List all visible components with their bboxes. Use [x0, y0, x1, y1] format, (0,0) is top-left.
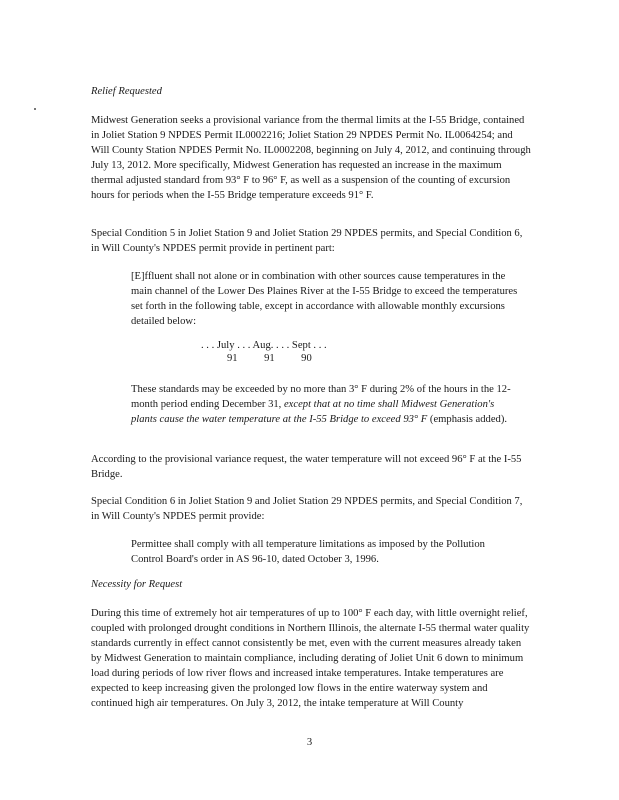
quote-permittee: Permittee shall comply with all temperature limitations as imposed by the Pollution Control Board's order in AS 96-10, dated October 3, 1996. [131, 539, 485, 565]
section-heading-relief: Relief Requested [91, 86, 162, 97]
quote-standards [131, 382, 519, 427]
table-header-months: . . . July . . . Aug. . . . Sept . . . [201, 340, 327, 351]
quote-standards-emphasis: except that at no time shall Midwest Generation's plants cause the water temperature at the I-55 Bridge to exceed 93° F [131, 399, 495, 425]
page-number: 3 [306, 737, 313, 748]
quote-standards-note: (emphasis added). [427, 414, 508, 425]
paragraph-special-condition-5: Special Condition 5 in Joliet Station 9 and Joliet Station 29 NPDES permits, and Special Condition 6, in Will County's NPDES permit provide in pertinent part: [91, 228, 523, 254]
quote-effluent: [E]ffluent shall not alone or in combination with other sources cause temperatures in the main channel of the Lower Des Plaines River at the I-55 Bridge to exceed the temperatures set forth in the following table, except in accordance with allowable monthly excursions detailed below: [131, 271, 518, 327]
scan-mark [34, 108, 36, 110]
paragraph-special-condition-6: Special Condition 6 in Joliet Station 9 and Joliet Station 29 NPDES permits, and Special Condition 7, in Will County's NPDES permit provide: [91, 496, 523, 522]
table-row-temperatures: 91 91 90 [227, 353, 312, 364]
section-heading-necessity: Necessity for Request [91, 579, 183, 590]
paragraph-provisional-variance: According to the provisional variance request, the water temperature will not exceed 96° F at the I-55 Bridge. [91, 454, 522, 480]
paragraph-necessity: During this time of extremely hot air temperatures of up to 100° F each day, with little overnight relief, coupled with prolonged drought conditions in Northern Illinois, the alternate I-55 thermal water quality standards currently in effect cannot consistently be met, even with the current measures already taken by Midwest Generation to maintain compliance, including derating of Joliet Unit 6 down to minimum load during periods of low river flows and increased intake temperatures. Intake temperatures are expected to keep increasing given the prolonged low flows in the entire waterway system and continued high air temperatures. On July 3, 2012, the intake temperature at Will County [91, 608, 530, 709]
temperature-table [201, 339, 327, 365]
quote-standards-text: These standards may be exceeded by no more than 3° F during 2% of the hours in the 12-month period ending December 31, [131, 384, 511, 410]
paragraph-relief-intro: Midwest Generation seeks a provisional variance from the thermal limits at the I-55 Bridge, contained in Joliet Station 9 NPDES Permit IL0002216; Joliet Station 29 NPDES Permit No. IL0064254; and Will County Station NPDES Permit No. IL0002208, beginning on July 4, 2012, and continuing through July 13, 2012. More specifically, Midwest Generation has requested an increase in the maximum thermal adjusted standard from 93° F to 96° F, as well as a suspension of the counting of excursion hours for periods when the I-55 Bridge temperature exceeds 91° F. [91, 115, 531, 201]
